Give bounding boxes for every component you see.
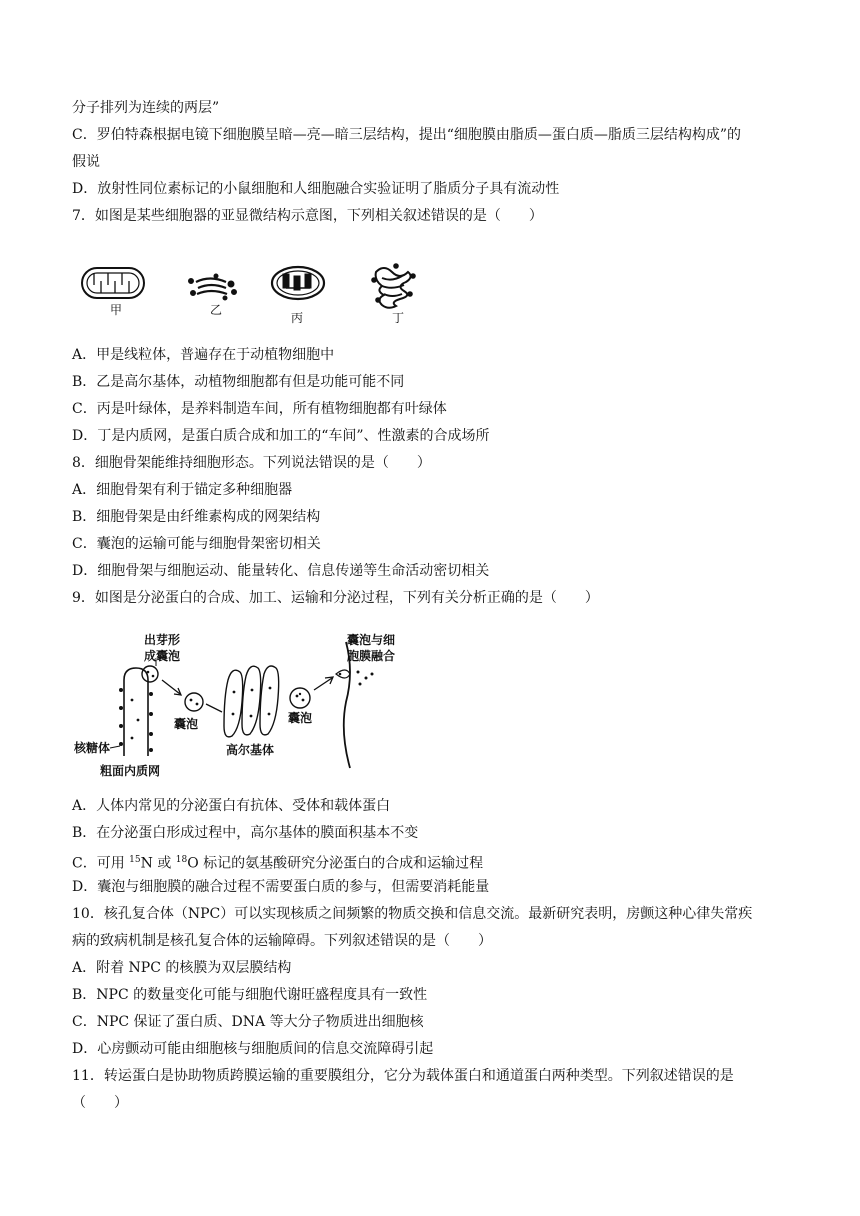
endoplasmic-reticulum-icon: [372, 264, 415, 308]
option-d: D．细胞骨架与细胞运动、能量转化、信息传递等生命活动密切相关: [72, 563, 490, 579]
option-c-q6: C．罗伯特森根据电镜下细胞膜呈暗—亮—暗三层结构，提出“细胞膜由脂质—蛋白质—脂质三层结构构成”的: [72, 127, 742, 143]
option-d: D．心房颤动可能由细胞核与细胞质间的信息交流障碍引起: [72, 1041, 434, 1057]
label-ribosome: 核糖体: [74, 741, 111, 755]
vesicle-icon: [185, 693, 203, 711]
label-vesicle: 囊泡: [288, 711, 313, 725]
question-8-stem: 8．细胞骨架能维持细胞形态。下列说法错误的是（ ）: [72, 455, 431, 471]
question-7-stem: 7．如图是某些细胞器的亚显微结构示意图，下列相关叙述错误的是（ ）: [72, 208, 543, 224]
option-b: B．NPC 的数量变化可能与细胞代谢旺盛程度具有一致性: [72, 987, 428, 1003]
option-c: C．丙是叶绿体，是养料制造车间，所有植物细胞都有叶绿体: [72, 401, 447, 417]
organelle-figure: [70, 252, 450, 328]
question-10-stem: 10．核孔复合体（NPC）可以实现核质之间频繁的物质交换和信息交流。最新研究表明，房颤这种心律失常疾: [72, 906, 753, 922]
question-11-stem: （ ）: [72, 1095, 128, 1111]
label-jia: 甲: [110, 303, 123, 317]
question-10-stem: 病的致病机制是核孔复合体的运输障碍。下列叙述错误的是（ ）: [72, 933, 492, 949]
option-d: D．囊泡与细胞膜的融合过程不需要蛋白质的参与，但需要消耗能量: [72, 879, 490, 895]
chloroplast-icon: [272, 267, 324, 299]
label-fusion: 囊泡与细: [347, 633, 396, 647]
arrow-icon: [162, 680, 180, 694]
label-golgi: 高尔基体: [226, 743, 275, 757]
label-budding: 成囊泡: [144, 649, 181, 663]
question-11-stem: 11．转运蛋白是协助物质跨膜运输的重要膜组分，它分为载体蛋白和通道蛋白两种类型。下列叙述错误的是: [72, 1068, 734, 1084]
golgi-stack-icon: [224, 666, 279, 737]
label-fusion: 胞膜融合: [347, 649, 396, 663]
label-budding: 出芽形: [144, 633, 181, 647]
question-9-stem: 9．如图是分泌蛋白的合成、加工、运输和分泌过程，下列有关分析正确的是（ ）: [72, 590, 599, 606]
text-line: 假说: [72, 154, 100, 170]
label-vesicle: 囊泡: [174, 717, 199, 731]
label-yi: 乙: [210, 303, 223, 317]
option-a: A．人体内常见的分泌蛋白有抗体、受体和载体蛋白: [72, 798, 391, 814]
option-b: B．乙是高尔基体，动植物细胞都有但是功能可能不同: [72, 374, 405, 390]
option-b: B．在分泌蛋白形成过程中，高尔基体的膜面积基本不变: [72, 825, 419, 841]
option-d-q6: D．放射性同位素标记的小鼠细胞和人细胞融合实验证明了脂质分子具有流动性: [72, 181, 560, 197]
secretion-process-figure: [70, 630, 430, 780]
vesicle-icon: [290, 688, 310, 708]
label-bing: 丙: [291, 311, 304, 325]
mitochondrion-icon: [82, 268, 144, 298]
label-ding: 丁: [392, 311, 405, 325]
text-line: 分子排列为连续的两层”: [72, 100, 220, 116]
label-rough-er: 粗面内质网: [100, 764, 161, 778]
option-a: A．细胞骨架有利于锚定多种细胞器: [72, 482, 293, 498]
arrow-icon: [314, 678, 332, 690]
option-c: C．可用 $^{15}$N 或 $^{18}$O 标记的氨基酸研究分泌蛋白的合成和运输过程: [72, 855, 484, 872]
golgi-icon: [189, 274, 237, 300]
option-a: A．附着 NPC 的核膜为双层膜结构: [72, 960, 292, 976]
option-d: D．丁是内质网，是蛋白质合成和加工的“车间”、性激素的合成场所: [72, 428, 490, 444]
option-b: B．细胞骨架是由纤维素构成的网架结构: [72, 509, 321, 525]
option-c: C．NPC 保证了蛋白质、DNA 等大分子物质进出细胞核: [72, 1014, 424, 1030]
option-a: A．甲是线粒体，普遍存在于动植物细胞中: [72, 347, 335, 363]
arrow-icon: [206, 704, 222, 712]
option-c: C．囊泡的运输可能与细胞骨架密切相关: [72, 536, 321, 552]
